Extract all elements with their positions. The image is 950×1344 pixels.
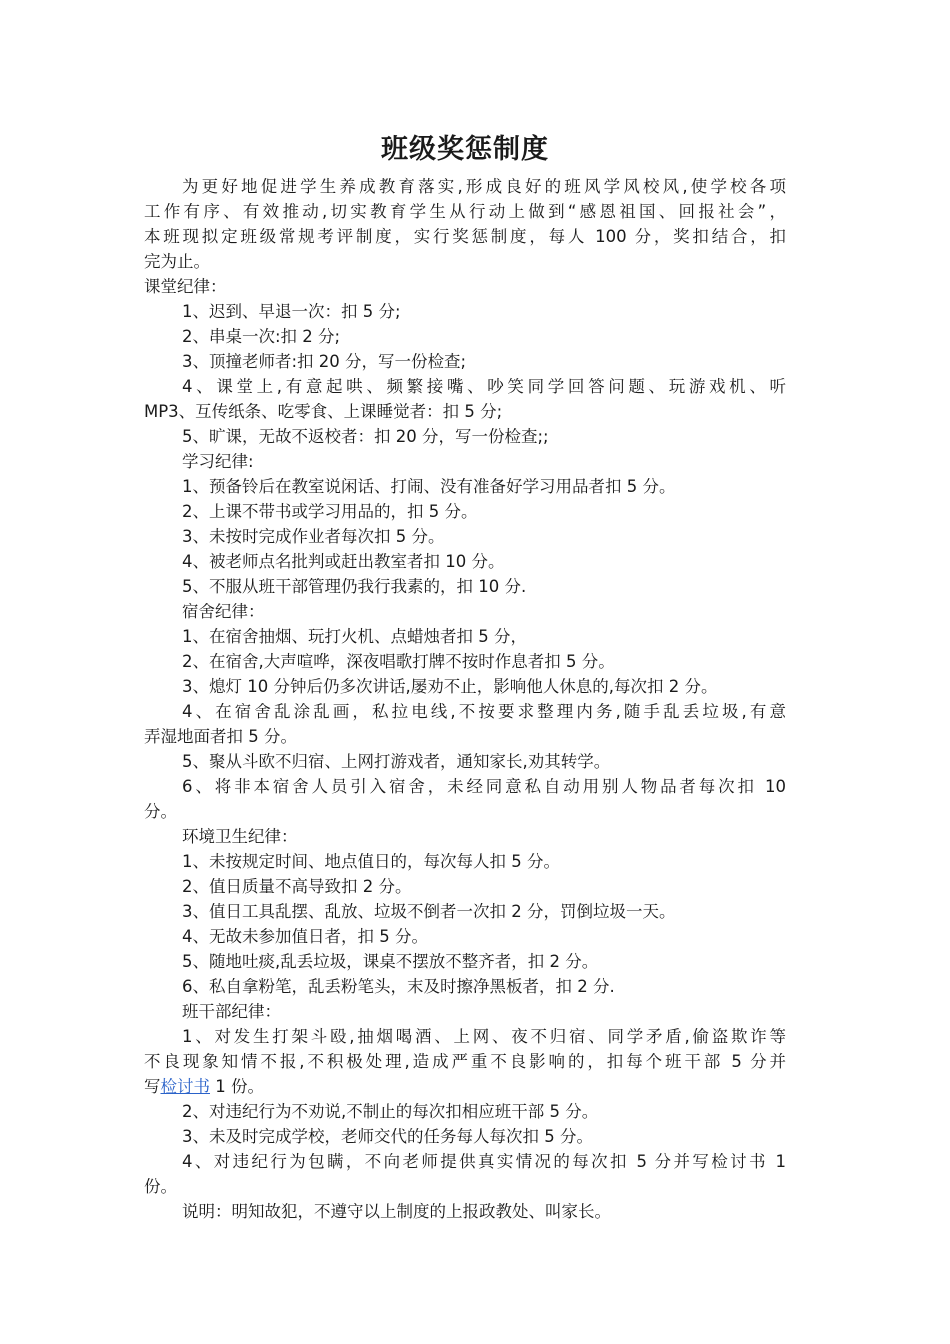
text-line: 不良现象知情不报,不积极处理,造成严重不良影响的，扣每个班干部 5 分并 (144, 1052, 786, 1071)
text-line: 2、串桌一次:扣 2 分; (182, 327, 341, 346)
text-line: 4、在宿舍乱涂乱画，私拉电线,不按要求整理内务,随手乱丢垃圾,有意 (182, 702, 786, 721)
document-title: 班级奖惩制度 (381, 134, 549, 165)
text-line: 弄湿地面者扣 5 分。 (144, 727, 297, 746)
link-line-prefix: 写 (144, 1077, 161, 1096)
text-line: 1、未按规定时间、地点值日的，每次每人扣 5 分。 (182, 852, 560, 871)
document-page (144, 130, 786, 1224)
text-line-with-link (144, 1074, 786, 1099)
text-line: 4、课堂上,有意起哄、频繁接嘴、吵笑同学回答问题、玩游戏机、听 (182, 377, 786, 396)
text-line: 5、随地吐痰,乱丢垃圾，课桌不摆放不整齐者，扣 2 分。 (182, 952, 599, 971)
text-line: 5、不服从班干部管理仍我行我素的，扣 10 分. (182, 577, 527, 596)
text-line: 说明：明知故犯，不遵守以上制度的上报政教处、叫家长。 (182, 1202, 611, 1221)
text-line: 2、对违纪行为不劝说,不制止的每次扣相应班干部 5 分。 (182, 1102, 599, 1121)
text-line: 1、迟到、早退一次：扣 5 分; (182, 302, 401, 321)
text-line: 完为止。 (144, 252, 210, 271)
text-line: 4、被老师点名批判或赶出教室者扣 10 分。 (182, 552, 505, 571)
text-line: 工作有序、有效推动,切实教育学生从行动上做到“感恩祖国、回报社会”， (144, 202, 786, 221)
text-line: 宿舍纪律： (182, 602, 265, 621)
text-line: 3、值日工具乱摆、乱放、垃圾不倒者一次扣 2 分，罚倒垃圾一天。 (182, 902, 676, 921)
text-line: 1、对发生打架斗殴,抽烟喝酒、上网、夜不归宿、同学矛盾,偷盗欺诈等 (182, 1027, 786, 1046)
text-line: 份。 (144, 1177, 177, 1196)
text-line: 3、熄灯 10 分钟后仍多次讲话,屡劝不止，影响他人休息的,每次扣 2 分。 (182, 677, 718, 696)
text-line: 6、将非本宿舍人员引入宿舍，未经同意私自动用别人物品者每次扣 10 (182, 777, 786, 796)
text-line: 5、旷课，无故不返校者：扣 20 分，写一份检查;; (182, 427, 549, 446)
text-line: 5、聚从斗欧不归宿、上网打游戏者，通知家长,劝其转学。 (182, 752, 611, 771)
text-line: 3、未按时完成作业者每次扣 5 分。 (182, 527, 445, 546)
text-line: MP3、互传纸条、吃零食、上课睡觉者：扣 5 分; (144, 402, 503, 421)
text-line: 环境卫生纪律： (182, 827, 298, 846)
text-line: 3、顶撞老师者:扣 20 分，写一份检查; (182, 352, 467, 371)
text-line: 班干部纪律： (182, 1002, 281, 1021)
text-line: 课堂纪律： (144, 277, 227, 296)
document-body-end (144, 1099, 786, 1224)
text-line: 1、预备铃后在教室说闲话、打闹、没有准备好学习用品者扣 5 分。 (182, 477, 676, 496)
text-line: 学习纪律: (182, 452, 254, 471)
text-line: 6、私自拿粉笔，乱丢粉笔头，末及时擦净黑板者，扣 2 分. (182, 977, 615, 996)
text-line: 2、在宿舍,大声喧哗，深夜唱歌打牌不按时作息者扣 5 分。 (182, 652, 615, 671)
text-line: 1、在宿舍抽烟、玩打火机、点蜡烛者扣 5 分， (182, 627, 527, 646)
jiantaoshu-link[interactable]: 检讨书 (160, 1077, 210, 1096)
text-line: 3、未及时完成学校，老师交代的任务每人每次扣 5 分。 (182, 1127, 593, 1146)
text-line: 本班现拟定班级常规考评制度，实行奖惩制度，每人 100 分，奖扣结合，扣 (144, 227, 786, 246)
text-line: 2、上课不带书或学习用品的，扣 5 分。 (182, 502, 478, 521)
text-line: 4、无故未参加值日者，扣 5 分。 (182, 927, 428, 946)
text-line: 2、值日质量不高导致扣 2 分。 (182, 877, 412, 896)
text-line: 为更好地促进学生养成教育落实,形成良好的班风学风校风,使学校各项 (182, 177, 786, 196)
text-line: 4、对违纪行为包瞒，不向老师提供真实情况的每次扣 5 分并写检讨书 1 (182, 1152, 786, 1171)
document-body (144, 174, 786, 1074)
link-line-suffix: 1 份。 (210, 1077, 264, 1096)
text-line: 分。 (144, 802, 177, 821)
